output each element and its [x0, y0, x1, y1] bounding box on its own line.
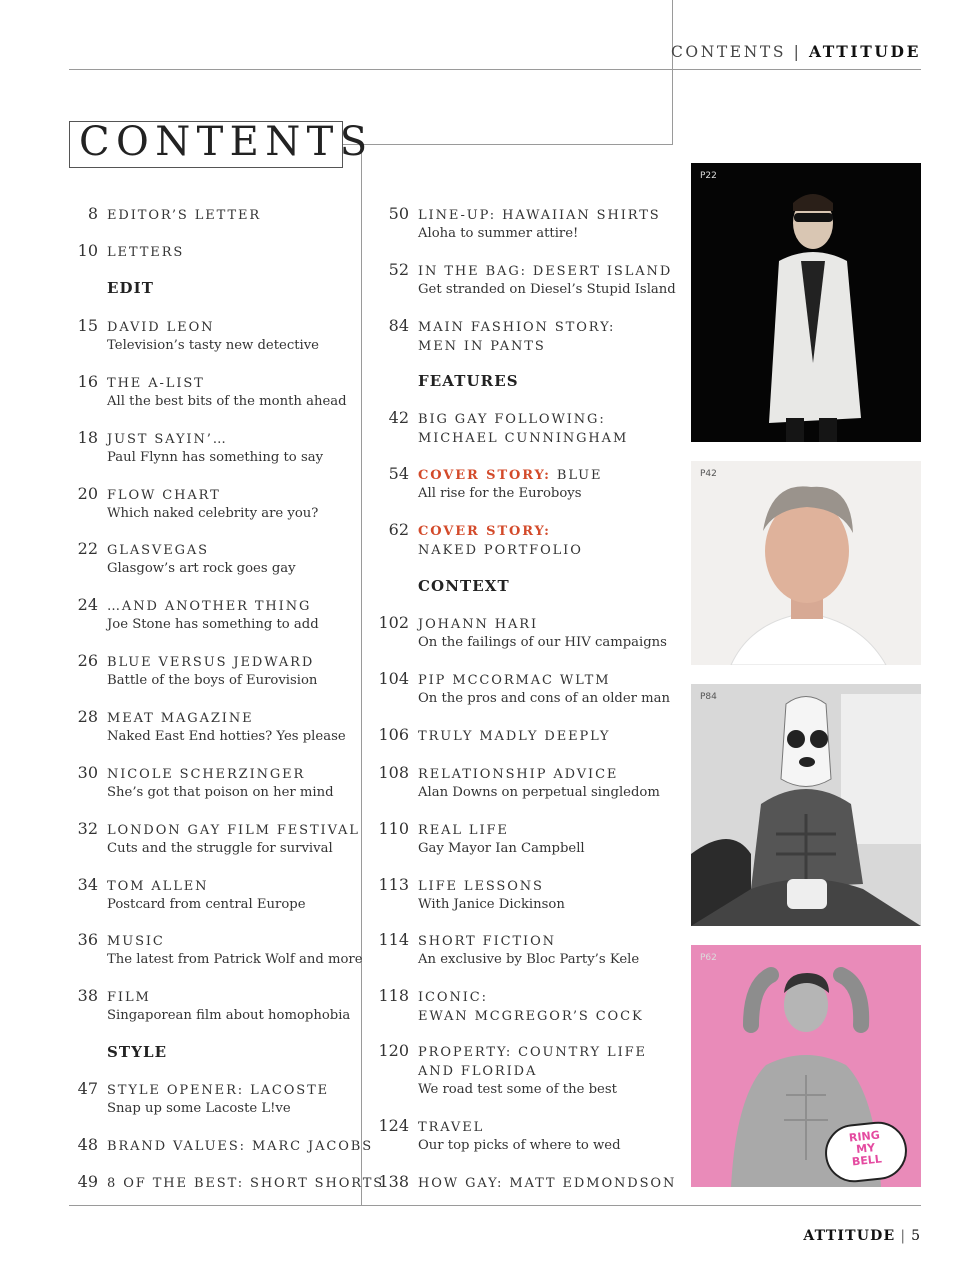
column-divider [361, 144, 362, 1205]
entry-title-line2: MEN IN PANTS [418, 339, 546, 354]
page-number: 32 [77, 819, 98, 838]
toc-entry[interactable] [87, 204, 262, 225]
photo-p22[interactable] [691, 163, 921, 442]
toc-entry[interactable] [388, 204, 661, 243]
toc-entry[interactable] [378, 725, 611, 746]
entry-description: On the failings of our HIV campaigns [418, 635, 667, 650]
toc-entry[interactable] [378, 1041, 647, 1099]
page-number: 36 [77, 930, 98, 949]
toc-entry[interactable] [378, 763, 660, 802]
toc-entry[interactable] [77, 595, 319, 634]
entry-title: LIFE LESSONS [418, 879, 544, 894]
entry-description: With Janice Dickinson [418, 897, 565, 912]
entry-title: RELATIONSHIP ADVICE [418, 767, 619, 782]
sticker-line-1: RING [848, 1128, 881, 1145]
entry-title: JOHANN HARI [418, 617, 539, 632]
page-number: 138 [378, 1172, 409, 1191]
toc-entry[interactable] [77, 428, 324, 467]
entry-title: NICOLE SCHERZINGER [107, 767, 306, 782]
figure-white-coat-illustration [691, 163, 921, 442]
entry-description: We road test some of the best [418, 1082, 617, 1097]
entry-title: LONDON GAY FILM FESTIVAL [107, 823, 360, 838]
page-number: 108 [378, 763, 409, 782]
toc-entry[interactable] [77, 651, 318, 690]
entry-title: ICONIC: [418, 990, 488, 1005]
entry-title-line2: AND FLORIDA [418, 1064, 538, 1079]
toc-entry[interactable] [378, 1172, 677, 1193]
page-number: 106 [378, 725, 409, 744]
page-number: 118 [378, 986, 409, 1005]
page-number: 42 [388, 408, 409, 427]
entry-description: Joe Stone has something to add [107, 617, 319, 632]
page-number: 84 [388, 316, 409, 335]
toc-entry[interactable] [388, 260, 676, 299]
photo-p84[interactable] [691, 684, 921, 926]
toc-entry[interactable] [388, 316, 616, 356]
entry-description: Cuts and the struggle for survival [107, 841, 333, 856]
contents-rule [343, 144, 673, 145]
toc-entry[interactable] [378, 669, 671, 708]
photo-p42[interactable] [691, 461, 921, 665]
toc-entry[interactable] [388, 408, 629, 448]
page-number: 104 [378, 669, 409, 688]
toc-entry[interactable] [77, 1135, 374, 1156]
page-number: 24 [77, 595, 98, 614]
entry-title: EDITOR’S LETTER [107, 208, 262, 223]
masked-figure-illustration [691, 684, 921, 926]
section-heading-features: FEATURES [418, 372, 519, 390]
page-title: CONTENTS [79, 119, 374, 165]
toc-entry[interactable] [77, 819, 360, 858]
page-number: 22 [77, 539, 98, 558]
entry-title: 8 OF THE BEST: SHORT SHORTS [107, 1176, 385, 1191]
footer-rule [69, 1205, 921, 1206]
toc-entry[interactable] [77, 1172, 385, 1193]
entry-title: THE A-LIST [107, 376, 205, 391]
toc-entry[interactable] [77, 539, 296, 578]
page-number: 10 [77, 241, 98, 260]
entry-title: …AND ANOTHER THING [107, 599, 312, 614]
page-number: 34 [77, 875, 98, 894]
section-heading-context: CONTEXT [418, 577, 510, 595]
entry-title: BLUE VERSUS JEDWARD [107, 655, 315, 670]
entry-description: Television’s tasty new detective [107, 338, 319, 353]
page-number: 30 [77, 763, 98, 782]
entry-description: She’s got that poison on her mind [107, 785, 334, 800]
entry-description: An exclusive by Bloc Party’s Kele [418, 952, 640, 967]
cover-story-label: COVER STORY: [418, 468, 551, 483]
entry-title: IN THE BAG: DESERT ISLAND [418, 264, 673, 279]
footer-separator: | [900, 1228, 907, 1244]
cover-story-label: COVER STORY: [418, 524, 551, 539]
page-number: 124 [378, 1116, 409, 1135]
entry-title: MEAT MAGAZINE [107, 711, 254, 726]
entry-description: All rise for the Euroboys [418, 486, 582, 501]
entry-title: STYLE OPENER: LACOSTE [107, 1083, 330, 1098]
portrait-illustration [691, 461, 921, 665]
entry-description: Our top picks of where to wed [418, 1138, 621, 1153]
contents-title-box [69, 119, 374, 168]
page-number: 15 [77, 316, 98, 335]
entry-description: All the best bits of the month ahead [107, 394, 347, 409]
page-number: 47 [77, 1079, 98, 1098]
toc-entry[interactable] [77, 763, 334, 802]
page-number: 49 [77, 1172, 98, 1191]
entry-title: JUST SAYIN’… [107, 432, 228, 447]
page-number: 16 [77, 372, 98, 391]
page-number: 26 [77, 651, 98, 670]
entry-description: The latest from Patrick Wolf and more [107, 952, 363, 967]
toc-entry[interactable] [388, 464, 603, 503]
entry-description: Get stranded on Diesel’s Stupid Island [418, 282, 676, 297]
entry-description: Gay Mayor Ian Campbell [418, 841, 585, 856]
toc-entry[interactable] [77, 241, 185, 262]
page-number: 8 [87, 204, 98, 223]
photo-label: P62 [700, 953, 717, 963]
page-number: 110 [378, 819, 409, 838]
entry-title-text: BLUE [556, 468, 603, 483]
toc-entry[interactable] [77, 372, 347, 411]
sticker-line-3: BELL [851, 1152, 883, 1169]
page-number-footer: 5 [911, 1228, 921, 1244]
photo-label: P42 [700, 469, 717, 479]
page-number: 113 [378, 875, 409, 894]
entry-title: GLASVEGAS [107, 543, 209, 558]
entry-title [418, 466, 602, 485]
entry-title: HOW GAY: MATT EDMONDSON [418, 1176, 677, 1191]
entry-title-line2: NAKED PORTFOLIO [418, 543, 583, 558]
page-number: 62 [388, 520, 409, 539]
toc-entry[interactable] [77, 316, 319, 355]
page-number: 52 [388, 260, 409, 279]
entry-title: TOM ALLEN [107, 879, 209, 894]
toc-entry[interactable] [77, 707, 346, 746]
entry-description: Singaporean film about homophobia [107, 1008, 351, 1023]
toc-entry[interactable] [378, 930, 640, 969]
toc-entry[interactable] [77, 484, 319, 523]
photo-label: P84 [700, 692, 717, 702]
entry-title: MUSIC [107, 934, 165, 949]
entry-description: Snap up some Lacoste L!ve [107, 1101, 291, 1116]
toc-entry[interactable] [378, 1116, 621, 1155]
toc-entry[interactable] [378, 613, 667, 652]
entry-title: BIG GAY FOLLOWING: [418, 412, 606, 427]
page-number: 102 [378, 613, 409, 632]
entry-title: MAIN FASHION STORY: [418, 320, 616, 335]
page-number: 28 [77, 707, 98, 726]
entry-title: FLOW CHART [107, 488, 221, 503]
section-heading-edit: EDIT [107, 279, 155, 297]
page-number: 54 [388, 464, 409, 483]
page-number: 120 [378, 1041, 409, 1060]
entry-description: On the pros and cons of an older man [418, 691, 671, 706]
entry-description: Alan Downs on perpetual singledom [418, 785, 660, 800]
entry-description: Paul Flynn has something to say [107, 450, 324, 465]
entry-title: REAL LIFE [418, 823, 509, 838]
toc-entry[interactable] [77, 875, 306, 914]
entry-title: LINE-UP: HAWAIIAN SHIRTS [418, 208, 661, 223]
toc-entry[interactable] [77, 930, 363, 969]
entry-description: Which naked celebrity are you? [107, 506, 319, 521]
footer-magazine: ATTITUDE [803, 1228, 896, 1244]
entry-description: Postcard from central Europe [107, 897, 306, 912]
entry-title: PROPERTY: COUNTRY LIFE [418, 1045, 647, 1060]
page-number: 20 [77, 484, 98, 503]
page-number: 50 [388, 204, 409, 223]
photo-p62[interactable] [691, 945, 921, 1187]
entry-title: DAVID LEON [107, 320, 215, 335]
running-header: CONTENTS | ATTITUDE [670, 42, 921, 61]
entry-title: BRAND VALUES: MARC JACOBS [107, 1139, 374, 1154]
page-number: 38 [77, 986, 98, 1005]
page-number: 48 [77, 1135, 98, 1154]
photo-label: P22 [700, 171, 717, 181]
toc-entry[interactable] [388, 520, 583, 560]
header-rule [69, 69, 921, 70]
entry-title: LETTERS [107, 245, 185, 260]
column-divider-top [672, 0, 673, 144]
entry-title: PIP MCCORMAC WLTM [418, 673, 611, 688]
entry-title: SHORT FICTION [418, 934, 556, 949]
header-section: CONTENTS [670, 43, 787, 61]
entry-description: Aloha to summer attire! [418, 226, 579, 241]
page-number: 114 [378, 930, 409, 949]
toc-entry[interactable] [77, 986, 351, 1025]
entry-title-line2: MICHAEL CUNNINGHAM [418, 431, 629, 446]
entry-title-line2: EWAN MCGREGOR’S COCK [418, 1009, 644, 1024]
entry-description: Naked East End hotties? Yes please [107, 729, 346, 744]
toc-entry[interactable] [77, 1079, 330, 1118]
page-number: 18 [77, 428, 98, 447]
page-footer [803, 1228, 921, 1244]
entry-description: Battle of the boys of Eurovision [107, 673, 318, 688]
section-heading-style: STYLE [107, 1043, 168, 1061]
entry-description: Glasgow’s art rock goes gay [107, 561, 296, 576]
toc-entry[interactable] [378, 875, 565, 914]
toc-entry[interactable] [378, 819, 585, 858]
entry-title: TRAVEL [418, 1120, 485, 1135]
sticker-line-2: MY [855, 1141, 876, 1156]
header-magazine: ATTITUDE [808, 42, 921, 61]
entry-title: FILM [107, 990, 151, 1005]
toc-entry[interactable] [378, 986, 644, 1026]
entry-title: TRULY MADLY DEEPLY [418, 729, 611, 744]
